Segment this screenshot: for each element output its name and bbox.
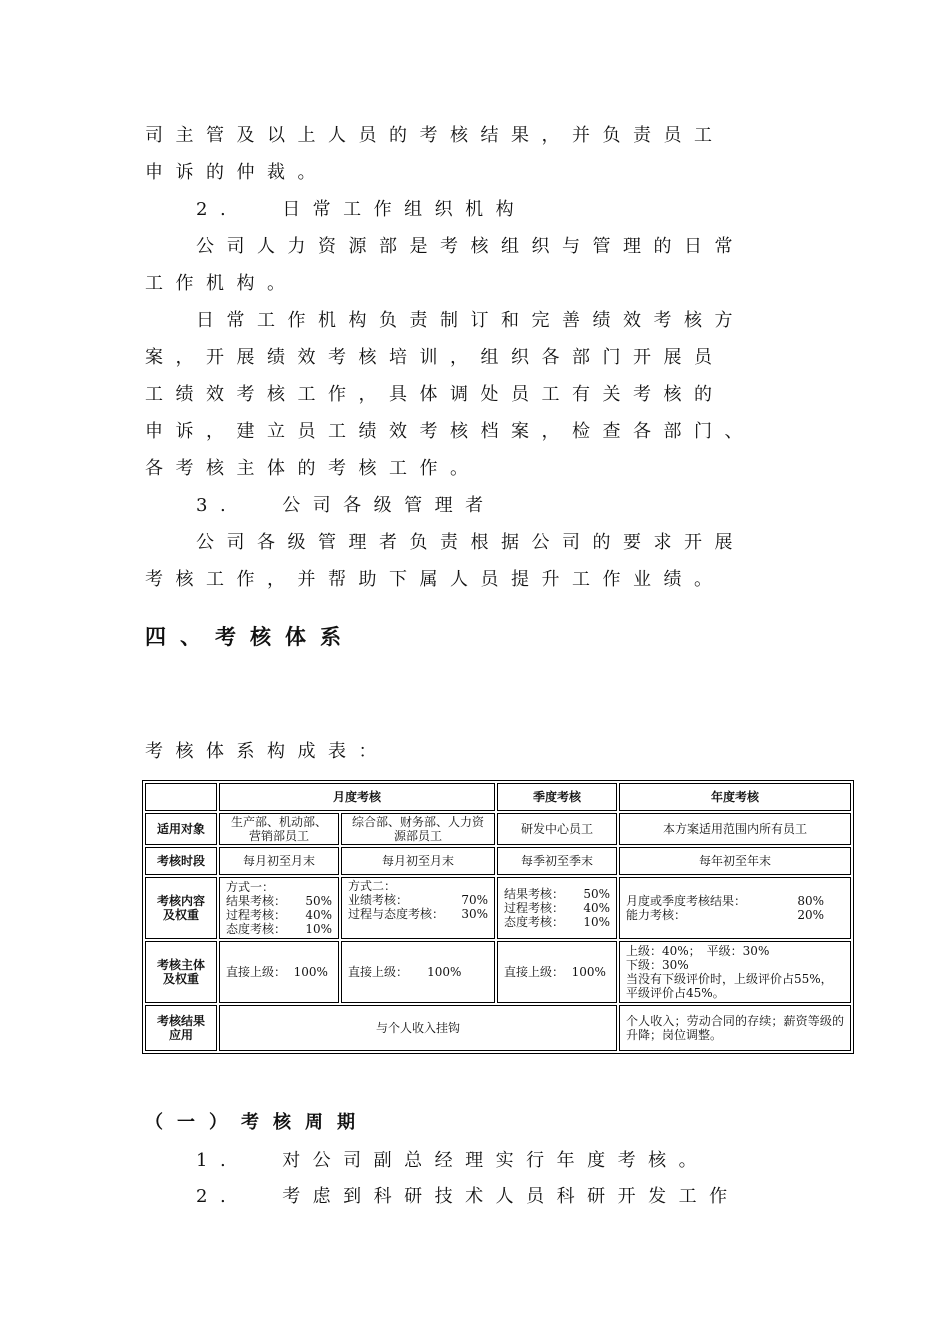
paragraph-line: 司主管及以上人员的考核结果，并负责员工 xyxy=(145,125,725,146)
weight-item: 结果考核： 50% xyxy=(226,894,332,908)
table-cell: 直接上级： 100% xyxy=(219,941,339,1003)
table-row xyxy=(145,877,851,939)
paragraph-line: 工绩效考核工作，具体调处员工有关考核的 xyxy=(145,384,725,405)
weight-item: 过程考核： 40% xyxy=(226,908,332,922)
table-cell: 本方案适用范围内所有员工 xyxy=(619,813,851,845)
item-number: 3. xyxy=(196,495,239,516)
header-blank xyxy=(145,783,217,811)
item-title: 公司各级管理者 xyxy=(282,495,496,516)
item-title: 日常工作组织机构 xyxy=(282,199,527,220)
table-cell: 生产部、机动部、营销部员工 xyxy=(219,813,339,845)
table-cell: 每年初至年末 xyxy=(619,847,851,875)
weight-item: 过程与态度考核： 30% xyxy=(348,907,488,921)
paragraph-line: 申诉，建立员工绩效考核档案，检查各部门、 xyxy=(145,421,755,442)
table-header-row xyxy=(145,783,851,811)
item-number: 1. xyxy=(196,1150,239,1171)
table-cell xyxy=(497,877,617,939)
table-cell: 研发中心员工 xyxy=(497,813,617,845)
paragraph-line: 案，开展绩效考核培训，组织各部门开展员 xyxy=(145,347,725,368)
list-item xyxy=(196,1150,896,1172)
weight-item: 态度考核： 10% xyxy=(226,922,332,936)
table-cell xyxy=(619,941,851,1003)
table-row xyxy=(145,1005,851,1051)
paragraph-line: 公司人力资源部是考核组织与管理的日常 xyxy=(196,236,745,257)
table-cell: 每季初至季末 xyxy=(497,847,617,875)
assessment-system-table xyxy=(142,780,854,1054)
row-label: 适用对象 xyxy=(145,813,217,845)
paragraph-line: 公司各级管理者负责根据公司的要求开展 xyxy=(196,532,745,553)
item-heading-3 xyxy=(196,495,896,517)
table-caption: 考核体系构成表： xyxy=(145,741,389,762)
item-heading-2 xyxy=(196,199,896,221)
method-title: 方式一： xyxy=(226,880,275,894)
table-cell xyxy=(619,877,851,939)
paragraph-line: 各考核主体的考核工作。 xyxy=(145,458,481,479)
paragraph-line: 申诉的仲裁。 xyxy=(145,162,328,183)
table-cell: 与个人收入挂钩 xyxy=(219,1005,617,1051)
table-cell: 个人收入；劳动合同的存续；薪资等级的升降；岗位调整。 xyxy=(619,1005,851,1051)
table-cell: 直接上级： 100% xyxy=(497,941,617,1003)
table-cell: 综合部、财务部、人力资源部员工 xyxy=(341,813,495,845)
table-cell: 每月初至月末 xyxy=(219,847,339,875)
item-text: 考虑到科研技术人员科研开发工作 xyxy=(282,1186,740,1207)
row-label: 考核主体及权重 xyxy=(145,941,217,1003)
weight-item: 态度考核： 10% xyxy=(504,915,610,929)
weight-note: 当没有下级评价时，上级评价占55%，平级评价占45%。 xyxy=(626,972,833,1000)
weight-item: 月度或季度考核结果： 80% xyxy=(626,894,824,908)
paragraph-line: 日常工作机构负责制订和完善绩效考核方 xyxy=(196,310,745,331)
header-monthly: 月度考核 xyxy=(219,783,495,811)
list-item xyxy=(196,1186,896,1208)
weight-line: 下级：30% xyxy=(626,958,689,972)
method-title: 方式二： xyxy=(348,879,397,893)
weight-item: 能力考核： 20% xyxy=(626,908,824,922)
row-label: 考核结果应用 xyxy=(145,1005,217,1051)
weight-item: 业绩考核： 70% xyxy=(348,893,488,907)
paragraph-line: 考核工作，并帮助下属人员提升工作业绩。 xyxy=(145,569,725,590)
row-label: 考核内容及权重 xyxy=(145,877,217,939)
table-row xyxy=(145,847,851,875)
table-cell: 直接上级： 100% xyxy=(341,941,495,1003)
item-number: 2. xyxy=(196,199,239,220)
paragraph-line: 工作机构。 xyxy=(145,273,298,294)
weight-line: 上级：40%； 平级：30% xyxy=(626,944,770,958)
subsection-heading: （一）考核周期 xyxy=(145,1112,369,1133)
row-label: 考核时段 xyxy=(145,847,217,875)
item-text: 对公司副总经理实行年度考核。 xyxy=(282,1150,710,1171)
table-row xyxy=(145,813,851,845)
weight-item: 过程考核： 40% xyxy=(504,901,610,915)
table-cell xyxy=(219,877,339,939)
table-row xyxy=(145,941,851,1003)
item-number: 2. xyxy=(196,1186,239,1207)
table-cell xyxy=(341,877,495,939)
section-heading: 四、考核体系 xyxy=(145,624,355,649)
header-quarterly: 季度考核 xyxy=(497,783,617,811)
table-cell: 每月初至月末 xyxy=(341,847,495,875)
weight-item: 结果考核： 50% xyxy=(504,887,610,901)
header-annual: 年度考核 xyxy=(619,783,851,811)
